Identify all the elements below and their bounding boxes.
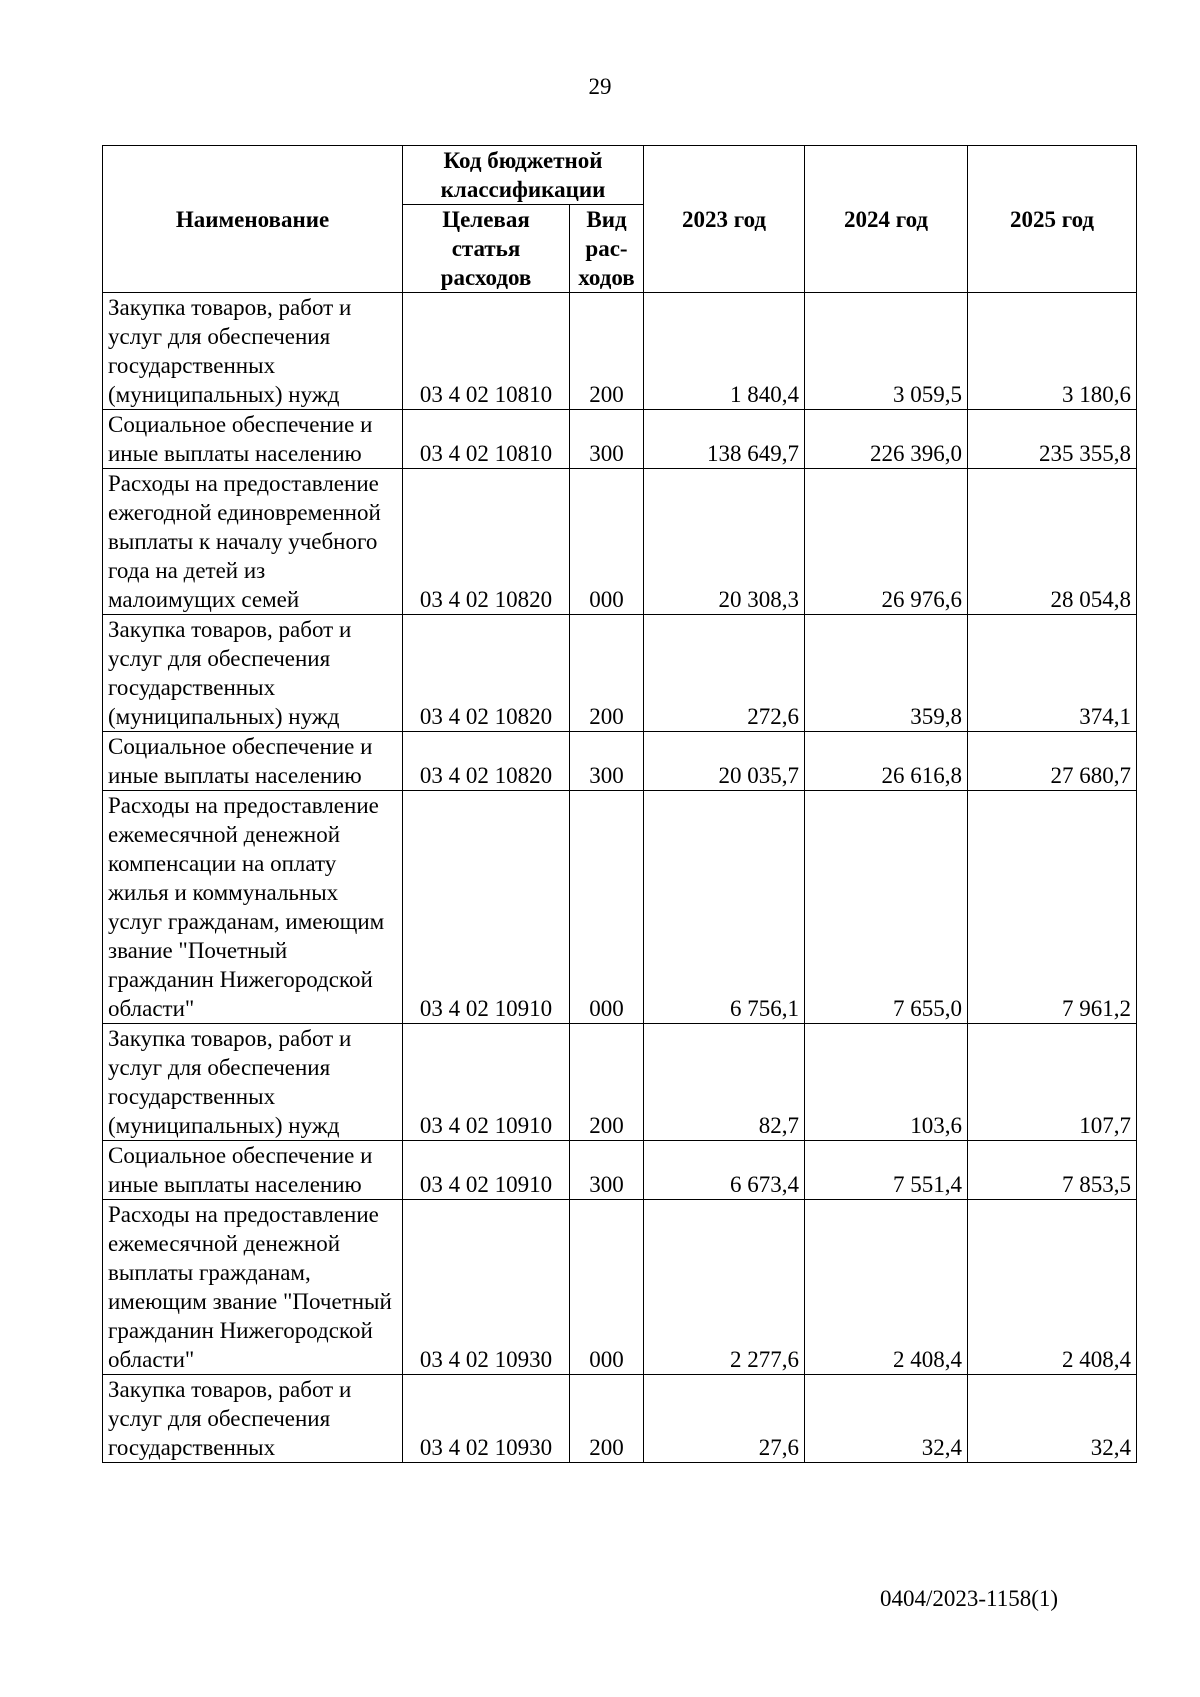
row-2023: 138 649,7	[644, 410, 805, 469]
budget-table-body	[103, 293, 1137, 1463]
row-2024: 2 408,4	[805, 1200, 968, 1375]
row-kind: 000	[570, 791, 644, 1024]
row-2025: 28 054,8	[968, 469, 1137, 615]
row-code: 03 4 02 10820	[403, 469, 570, 615]
page-number: 29	[588, 74, 612, 99]
table-row	[103, 1024, 1137, 1141]
row-2025: 374,1	[968, 615, 1137, 732]
table-row	[103, 615, 1137, 732]
row-kind: 200	[570, 293, 644, 410]
row-2024: 7 551,4	[805, 1141, 968, 1200]
document-id: 0404/2023-1158(1)	[880, 1586, 1059, 1611]
row-2023: 1 840,4	[644, 293, 805, 410]
row-name: Социальное обеспечение и иные выплаты населению	[103, 732, 403, 791]
row-name: Расходы на предоставление ежегодной единовременной выплаты к началу учебного года на детей из малоимущих семей	[103, 469, 403, 615]
row-2024: 26 616,8	[805, 732, 968, 791]
row-name: Расходы на предоставление ежемесячной денежной выплаты гражданам, имеющим звание "Почетный гражданин Нижегородской области"	[103, 1200, 403, 1375]
row-2023: 2 277,6	[644, 1200, 805, 1375]
row-kind: 000	[570, 1200, 644, 1375]
row-name: Закупка товаров, работ и услуг для обеспечения государственных	[103, 1375, 403, 1463]
table-row	[103, 791, 1137, 1024]
table-row	[103, 293, 1137, 410]
table-row	[103, 1200, 1137, 1375]
table-row	[103, 1375, 1137, 1463]
row-kind: 200	[570, 1024, 644, 1141]
row-kind: 200	[570, 1375, 644, 1463]
row-name: Социальное обеспечение и иные выплаты населению	[103, 410, 403, 469]
row-2025: 27 680,7	[968, 732, 1137, 791]
table-row	[103, 732, 1137, 791]
row-2023: 6 756,1	[644, 791, 805, 1024]
row-2023: 272,6	[644, 615, 805, 732]
row-code: 03 4 02 10930	[403, 1200, 570, 1375]
header-year-2024: 2024 год	[805, 146, 968, 293]
header-name: Наименование	[103, 146, 403, 293]
row-name: Закупка товаров, работ и услуг для обеспечения государственных (муниципальных) нужд	[103, 615, 403, 732]
row-2023: 20 308,3	[644, 469, 805, 615]
row-kind: 200	[570, 615, 644, 732]
table-row	[103, 469, 1137, 615]
row-2024: 359,8	[805, 615, 968, 732]
row-2025: 2 408,4	[968, 1200, 1137, 1375]
row-code: 03 4 02 10930	[403, 1375, 570, 1463]
row-kind: 300	[570, 410, 644, 469]
row-2024: 103,6	[805, 1024, 968, 1141]
row-2024: 32,4	[805, 1375, 968, 1463]
row-code: 03 4 02 10810	[403, 293, 570, 410]
row-2023: 82,7	[644, 1024, 805, 1141]
row-2025: 32,4	[968, 1375, 1137, 1463]
row-name: Закупка товаров, работ и услуг для обеспечения государственных (муниципальных) нужд	[103, 293, 403, 410]
row-2023: 27,6	[644, 1375, 805, 1463]
table-row	[103, 410, 1137, 469]
row-code: 03 4 02 10820	[403, 615, 570, 732]
row-name: Социальное обеспечение и иные выплаты населению	[103, 1141, 403, 1200]
row-kind: 300	[570, 1141, 644, 1200]
row-2025: 7 961,2	[968, 791, 1137, 1024]
row-2024: 7 655,0	[805, 791, 968, 1024]
header-budget-code: Код бюджетной классификации	[403, 146, 644, 205]
row-2025: 7 853,5	[968, 1141, 1137, 1200]
table-row	[103, 1141, 1137, 1200]
row-2024: 226 396,0	[805, 410, 968, 469]
row-code: 03 4 02 10810	[403, 410, 570, 469]
row-name: Расходы на предоставление ежемесячной денежной компенсации на оплату жилья и коммунальных услуг гражданам, имеющим звание "Почетный гражданин Нижегородской области"	[103, 791, 403, 1024]
row-kind: 300	[570, 732, 644, 791]
budget-table	[102, 145, 1137, 1463]
header-row-1	[103, 146, 1137, 205]
row-2024: 26 976,6	[805, 469, 968, 615]
header-expense-type: Вид рас-ходов	[570, 205, 644, 293]
row-code: 03 4 02 10910	[403, 1024, 570, 1141]
row-2023: 20 035,7	[644, 732, 805, 791]
header-target-article: Целевая статья расходов	[403, 205, 570, 293]
row-2025: 235 355,8	[968, 410, 1137, 469]
row-code: 03 4 02 10910	[403, 791, 570, 1024]
row-2025: 3 180,6	[968, 293, 1137, 410]
row-2023: 6 673,4	[644, 1141, 805, 1200]
row-name: Закупка товаров, работ и услуг для обеспечения государственных (муниципальных) нужд	[103, 1024, 403, 1141]
row-kind: 000	[570, 469, 644, 615]
row-2025: 107,7	[968, 1024, 1137, 1141]
header-year-2025: 2025 год	[968, 146, 1137, 293]
row-code: 03 4 02 10910	[403, 1141, 570, 1200]
row-code: 03 4 02 10820	[403, 732, 570, 791]
row-2024: 3 059,5	[805, 293, 968, 410]
header-year-2023: 2023 год	[644, 146, 805, 293]
